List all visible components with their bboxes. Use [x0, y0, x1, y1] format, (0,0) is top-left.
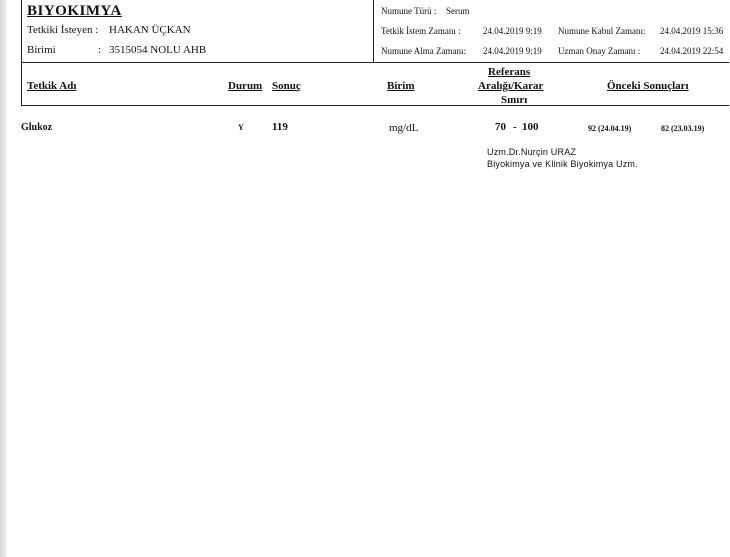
row-previous-result-1: 92 (24.04.19) [588, 124, 632, 133]
row-unit: mg/dL [389, 122, 419, 134]
row-ref-high: 100 [522, 121, 539, 133]
col-reference-line2: Aralığı/Karar [478, 80, 544, 92]
accept-time-value: 24.04.2019 15:36 [660, 26, 724, 36]
page-shadow-edge [0, 0, 7, 557]
col-status: Durum [228, 80, 263, 92]
unit-value: 3515054 NOLU AHB [109, 44, 207, 56]
signature-doctor-name: Uzm.Dr.Nurçin URAZ [487, 147, 577, 157]
col-test-name: Tetkik Adı [27, 80, 77, 92]
col-reference-line1: Referans [488, 66, 531, 78]
col-reference-line3: Sınırı [501, 94, 528, 106]
approve-time-label: Uzman Onay Zamanı : [558, 46, 641, 56]
request-time-label: Tetkik İstem Zamanı : [381, 26, 461, 36]
accept-time-label: Numune Kabul Zamanı: [558, 26, 646, 36]
row-ref-separator: - [513, 121, 517, 133]
sample-type-label: Numune Türü : [381, 6, 437, 16]
unit-label: Birimi [27, 44, 56, 56]
col-result: Sonuç [272, 80, 301, 92]
sample-type-value: Serum [446, 6, 470, 16]
approve-time-value: 24.04.2019 22:54 [660, 46, 724, 56]
unit-colon: : [98, 44, 102, 56]
row-previous-result-2: 82 (23.03.19) [661, 124, 705, 133]
requester-label: Tetkiki İsteyen : [27, 24, 99, 36]
col-unit: Birim [387, 80, 415, 92]
row-status-flag: Y [238, 123, 244, 132]
request-time-value: 24.04.2019 9:19 [483, 26, 542, 36]
row-ref-low: 70 [495, 121, 506, 133]
row-test-name: Glukoz [21, 122, 53, 133]
collect-time-label: Numune Alma Zamanı: [381, 46, 466, 56]
collect-time-value: 24.04.2019 9:19 [483, 46, 542, 56]
signature-doctor-title: Biyokimya ve Klinik Biyokimya Uzm. [487, 159, 638, 169]
col-previous-results: Önceki Sonuçları [607, 80, 689, 92]
report-title: BIYOKIMYA [27, 3, 122, 19]
row-result-value: 119 [272, 121, 288, 133]
requester-value: HAKAN ÜÇKAN [109, 24, 191, 36]
